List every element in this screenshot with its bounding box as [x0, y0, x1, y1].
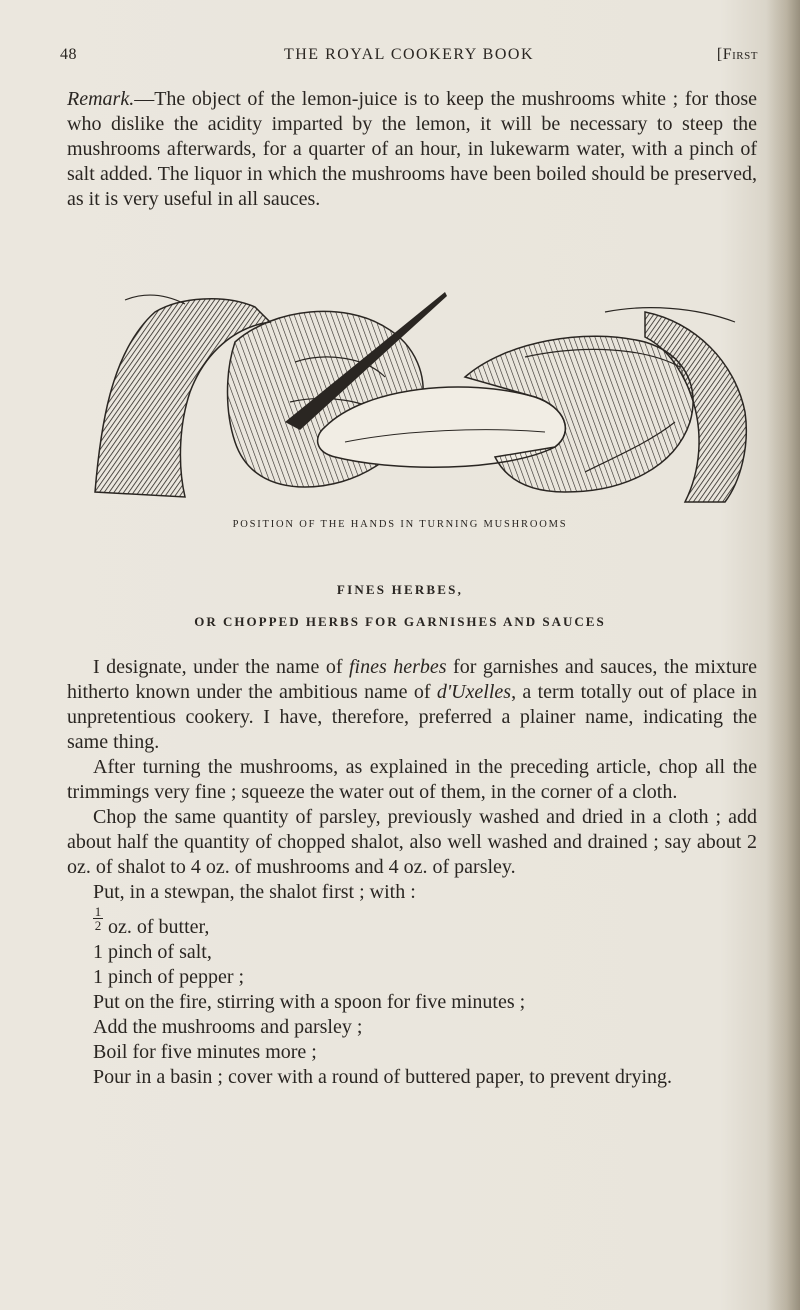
intro-text-b: for garnishes and sauces, the mixture hitherto known under the ambitious name of: [67, 656, 758, 703]
fraction-denominator: 2: [94, 918, 102, 933]
paragraph-stewpan: Put, in a stewpan, the shalot first ; with :: [93, 881, 416, 903]
step-pour: Pour in a basin ; cover with a round of buttered paper, to prevent drying.: [93, 1066, 673, 1088]
remark-paragraph: [67, 87, 757, 212]
page-number: 48: [60, 46, 77, 63]
ingredient-butter: [67, 905, 757, 940]
butter-text: oz. of butter,: [108, 916, 210, 938]
duxelles-term: d'Uxelles: [436, 681, 512, 703]
paragraph-intro: [67, 655, 757, 755]
ingredient-pepper: 1 pinch of pepper ;: [93, 966, 245, 988]
ingredient-salt: 1 pinch of salt,: [93, 941, 212, 963]
section-subtitle: OR CHOPPED HERBS FOR GARNISHES AND SAUCES: [194, 614, 606, 629]
paragraph-trimmings: After turning the mushrooms, as explained in the preceding article, chop all the trimmings very fine ; squeeze the water out of them, in the corner of a cloth.: [67, 756, 757, 803]
step-boil: Boil for five minutes more ;: [93, 1041, 317, 1063]
fines-herbes-term: fines herbes: [349, 656, 447, 678]
step-add: Add the mushrooms and parsley ;: [93, 1016, 363, 1038]
fraction-half: [93, 905, 103, 932]
step-fire: Put on the fire, stirring with a spoon for five minutes ;: [93, 991, 526, 1013]
running-head: [60, 46, 758, 72]
section-title: FINES HERBES,: [336, 582, 464, 597]
hands-illustration: [85, 282, 755, 504]
intro-text-a: I designate, under the name of: [93, 656, 349, 678]
page-edge-shadow: [766, 0, 800, 1310]
recipe-body: [67, 655, 757, 1090]
figure-caption: POSITION OF THE HANDS IN TURNING MUSHROOMS: [232, 519, 568, 530]
remark-label: Remark.: [67, 88, 135, 110]
book-title: THE ROYAL COOKERY BOOK: [283, 46, 535, 63]
intro-text-c: , a term totally out of place in unpretentious cookery. I have, therefore, preferred a plainer name, indicating the same thing.: [67, 681, 758, 753]
fraction-numerator: 1: [94, 904, 102, 919]
remark-text: —The object of the lemon-juice is to keep the mushrooms white ; for those who dislike the acidity imparted by the lemon, it will be necessary to steep the mushrooms afterwards, for a quarter of an hour, in lukewarm water, with a pinch of salt added. The liquor in which the mushrooms have been boiled should be preserved, as it is very useful in all sauces.: [67, 88, 757, 210]
section-marker: [First: [716, 46, 758, 63]
paragraph-parsley: Chop the same quantity of parsley, previously washed and dried in a cloth ; add about half the quantity of chopped shalot, also well washed and drained ; say about 2 oz. of shalot to 4 oz. of mushrooms and 4 oz. of parsley.: [67, 806, 757, 878]
